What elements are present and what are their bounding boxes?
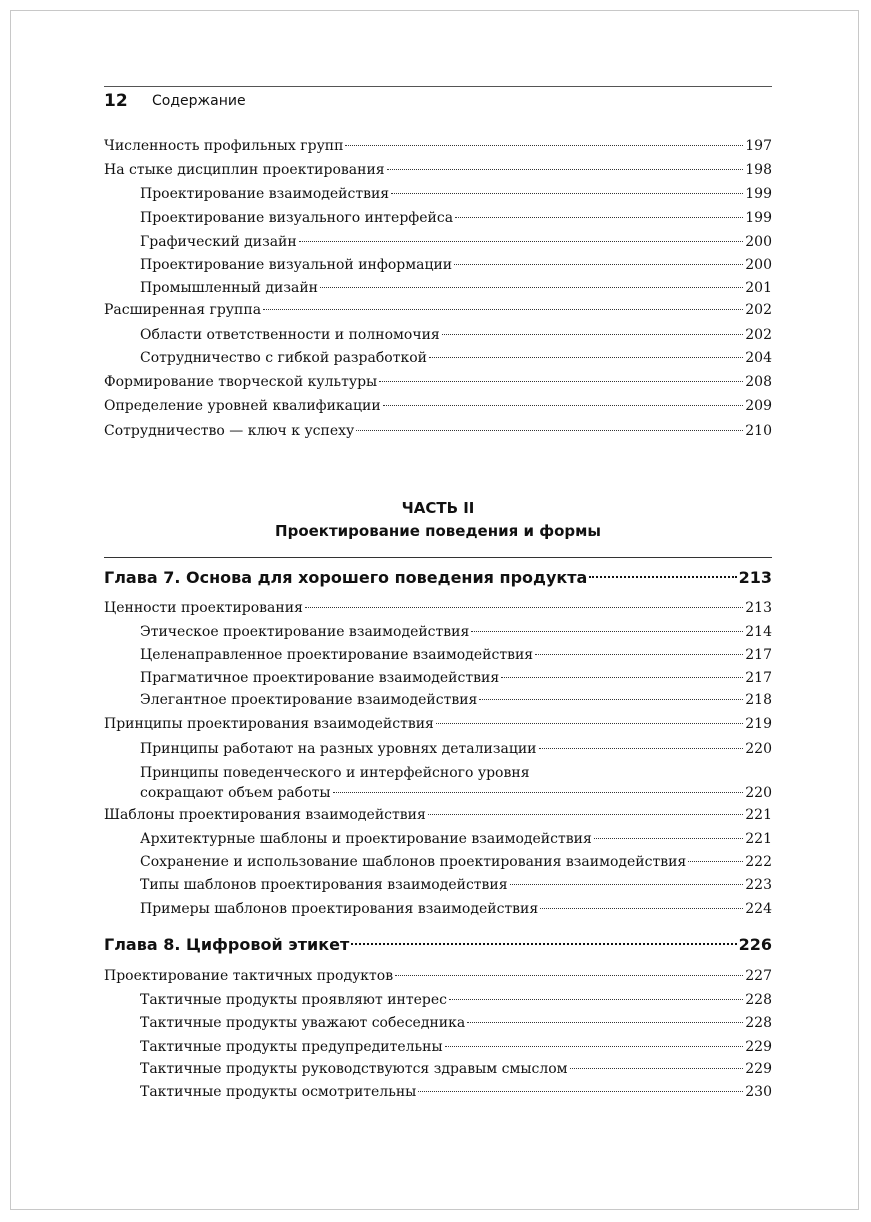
toc-entry-label: Тактичные продукты проявляют интерес — [140, 992, 447, 1008]
toc-entry-label: Тактичные продукты уважают собеседника — [140, 1015, 466, 1031]
toc-chapter-8[interactable] — [104, 934, 772, 956]
toc-entry-label: Этическое проектирование взаимодействия — [140, 624, 470, 640]
toc-entry-label: Области ответственности и полномочия — [140, 327, 440, 343]
toc-subentry[interactable] — [140, 278, 772, 298]
leader-dots — [442, 334, 744, 335]
leader-dots — [436, 723, 743, 724]
toc-subentry[interactable] — [140, 690, 772, 710]
toc-entry-page: 201 — [745, 280, 772, 296]
toc-subentry[interactable] — [140, 645, 772, 665]
toc-entry-label: Архитектурные шаблоны и проектирование взаимодействия — [140, 831, 592, 847]
leader-dots — [445, 1046, 744, 1047]
toc-subentry[interactable] — [140, 829, 772, 849]
leader-dots — [387, 169, 744, 170]
toc-entry[interactable] — [104, 396, 772, 416]
toc-entry-page: 228 — [745, 1015, 772, 1031]
leader-dots — [467, 1022, 743, 1023]
leader-dots — [345, 145, 743, 146]
toc-entry-label: Тактичные продукты руководствуются здравым смыслом — [140, 1061, 568, 1077]
leader-dots — [589, 576, 736, 578]
toc-entry-label: Принципы работают на разных уровнях детализации — [140, 741, 537, 757]
part-title: Проектирование поведения и формы — [275, 522, 601, 540]
toc-entry-label: Целенаправленное проектирование взаимодействия — [140, 647, 534, 663]
leader-dots — [429, 357, 743, 358]
toc-entry[interactable] — [104, 598, 772, 618]
leader-dots — [454, 264, 743, 265]
chapter-rule — [104, 557, 772, 558]
leader-dots — [263, 309, 743, 310]
toc-entry-label-line1[interactable]: Принципы поведенческого и интерфейсного уровня — [140, 765, 530, 781]
toc-entry-label: Тактичные продукты предупредительны — [140, 1039, 443, 1055]
leader-dots — [379, 381, 743, 382]
toc-entry-page: 200 — [745, 234, 772, 250]
leader-dots — [299, 241, 744, 242]
leader-dots — [383, 405, 744, 406]
toc-subentry[interactable] — [140, 783, 772, 803]
leader-dots — [539, 748, 744, 749]
leader-dots — [688, 861, 743, 862]
leader-dots — [479, 699, 743, 700]
toc-entry-label: Численность профильных групп — [104, 138, 344, 154]
leader-dots — [594, 838, 743, 839]
toc-entry-page: 199 — [745, 210, 772, 226]
toc-entry[interactable] — [104, 966, 772, 986]
toc-entry-page: 218 — [745, 692, 772, 708]
toc-entry[interactable] — [104, 805, 772, 825]
toc-entry-page: 222 — [745, 854, 772, 870]
toc-subentry[interactable] — [140, 739, 772, 759]
toc-entry-label: Примеры шаблонов проектирования взаимодействия — [140, 901, 539, 917]
toc-entry-page: 227 — [745, 968, 772, 984]
toc-entry-page: 197 — [745, 138, 772, 154]
page-number: 12 — [104, 91, 128, 111]
toc-entry-page: 217 — [745, 670, 772, 686]
toc-entry-label: Сохранение и использование шаблонов проектирования взаимодействия — [140, 854, 687, 870]
toc-subentry[interactable] — [140, 184, 772, 204]
toc-entry-page: 208 — [745, 374, 772, 390]
toc-entry-label: Проектирование взаимодействия — [140, 186, 390, 202]
toc-entry-label: Определение уровней квалификации — [104, 398, 381, 414]
toc-entry-label: Ценности проектирования — [104, 600, 303, 616]
leader-dots — [305, 607, 743, 608]
toc-entry-page: 221 — [745, 807, 772, 823]
leader-dots — [320, 287, 743, 288]
toc-entry-page: 217 — [745, 647, 772, 663]
toc-entry-page: 224 — [745, 901, 772, 917]
leader-dots — [351, 943, 736, 945]
toc-entry-label: Принципы проектирования взаимодействия — [104, 716, 434, 732]
chapter-title: Глава 8. Цифровой этикет — [104, 935, 350, 954]
toc-subentry[interactable] — [140, 255, 772, 275]
toc-entry-label: Проектирование визуального интерфейса — [140, 210, 454, 226]
toc-entry-page: 204 — [745, 350, 772, 366]
toc-entry-label: Сотрудничество — ключ к успеху — [104, 423, 355, 439]
running-title: Содержание — [152, 93, 246, 109]
toc-entry-page: 229 — [745, 1039, 772, 1055]
toc-entry-page: 213 — [745, 600, 772, 616]
toc-entry-page: 220 — [745, 741, 772, 757]
leader-dots — [449, 999, 743, 1000]
leader-dots — [356, 430, 743, 431]
part-number: ЧАСТЬ II — [401, 499, 475, 517]
toc-subentry[interactable] — [140, 875, 772, 895]
chapter-title: Глава 7. Основа для хорошего поведения продукта — [104, 568, 588, 587]
leader-dots — [428, 814, 743, 815]
toc-entry-page: 200 — [745, 257, 772, 273]
toc-entry-label: Типы шаблонов проектирования взаимодействия — [140, 877, 508, 893]
toc-entry-label: Прагматичное проектирование взаимодействия — [140, 670, 500, 686]
toc-entry-page: 220 — [745, 785, 772, 801]
leader-dots — [391, 193, 743, 194]
toc-subentry[interactable] — [140, 1082, 772, 1102]
toc-entry-page: 198 — [745, 162, 772, 178]
toc-entry-page: 229 — [745, 1061, 772, 1077]
toc-subentry[interactable] — [140, 1059, 772, 1079]
toc-entry-label: Тактичные продукты осмотрительны — [140, 1084, 417, 1100]
toc-chapter-7[interactable] — [104, 567, 772, 589]
toc-entry[interactable] — [104, 136, 772, 156]
toc-subentry[interactable] — [140, 208, 772, 228]
toc-subentry[interactable] — [140, 990, 772, 1010]
leader-dots — [510, 884, 744, 885]
toc-entry-label: На стыке дисциплин проектирования — [104, 162, 385, 178]
toc-subentry[interactable] — [140, 1013, 772, 1033]
leader-dots — [501, 677, 743, 678]
toc-entry-page: 202 — [745, 302, 772, 318]
toc-entry-label: Проектирование тактичных продуктов — [104, 968, 394, 984]
leader-dots — [455, 217, 743, 218]
toc-entry-page: 209 — [745, 398, 772, 414]
toc-entry-page: 228 — [745, 992, 772, 1008]
toc-subentry[interactable] — [140, 668, 772, 688]
toc-entry-label: Элегантное проектирование взаимодействия — [140, 692, 478, 708]
toc-subentry[interactable] — [140, 899, 772, 919]
toc-entry-label: Проектирование визуальной информации — [140, 257, 453, 273]
toc-entry[interactable] — [104, 372, 772, 392]
toc-subentry[interactable] — [140, 325, 772, 345]
toc-entry-page: 214 — [745, 624, 772, 640]
toc-entry-page: 219 — [745, 716, 772, 732]
toc-entry-page: 230 — [745, 1084, 772, 1100]
toc-entry-page: 202 — [745, 327, 772, 343]
toc-entry-label: Шаблоны проектирования взаимодействия — [104, 807, 426, 823]
toc-entry[interactable] — [104, 421, 772, 441]
chapter-page: 226 — [738, 935, 772, 954]
toc-entry-page: 199 — [745, 186, 772, 202]
toc-entry-label: Расширенная группа — [104, 302, 262, 318]
toc-entry-label: Промышленный дизайн — [140, 280, 319, 296]
toc-entry-label: Графический дизайн — [140, 234, 297, 250]
page-header — [104, 86, 772, 113]
toc-entry[interactable] — [104, 300, 772, 320]
leader-dots — [471, 631, 743, 632]
chapter-page: 213 — [738, 568, 772, 587]
toc-entry-page: 210 — [745, 423, 772, 439]
leader-dots — [540, 908, 743, 909]
toc-subentry[interactable] — [140, 1037, 772, 1057]
toc-entry-page: 221 — [745, 831, 772, 847]
toc-subentry[interactable] — [140, 348, 772, 368]
leader-dots — [333, 792, 744, 793]
toc-entry[interactable] — [104, 160, 772, 180]
leader-dots — [535, 654, 743, 655]
toc-entry-label: Сотрудничество с гибкой разработкой — [140, 350, 427, 366]
toc-entry[interactable] — [104, 714, 772, 734]
toc-subentry[interactable] — [140, 852, 772, 872]
leader-dots — [570, 1068, 744, 1069]
leader-dots — [418, 1091, 743, 1092]
leader-dots — [395, 975, 743, 976]
toc-subentry[interactable] — [140, 232, 772, 252]
toc-entry-label-line2: сокращают объем работы — [140, 785, 331, 801]
toc-entry-label: Формирование творческой культуры — [104, 374, 378, 390]
toc-subentry[interactable] — [140, 622, 772, 642]
toc-entry-page: 223 — [745, 877, 772, 893]
